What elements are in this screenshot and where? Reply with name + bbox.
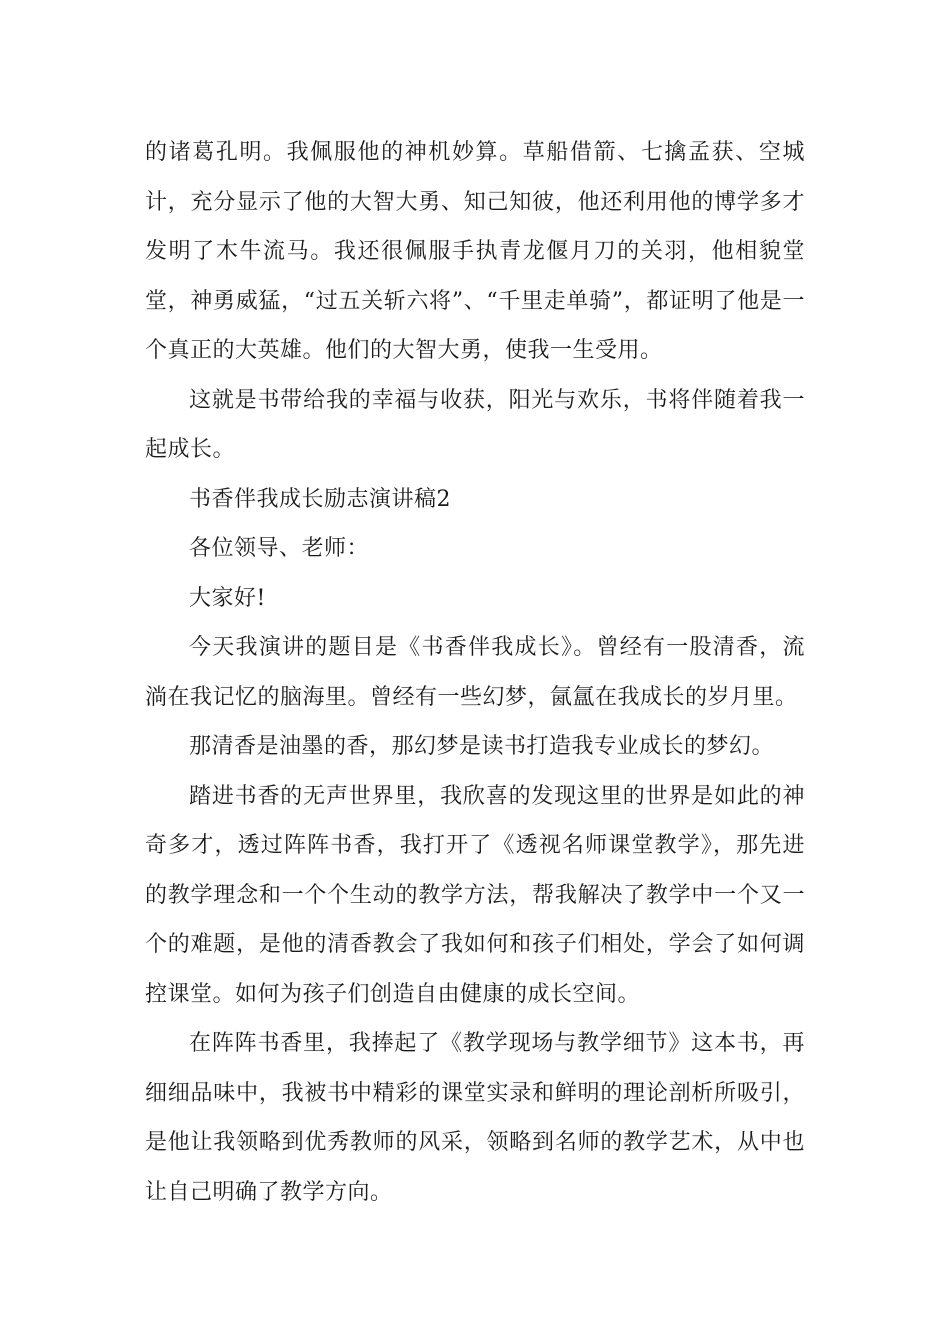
paragraph-fragrance: 那清香是油墨的香，那幻梦是读书打造我专业成长的梦幻。 [189, 734, 775, 759]
paragraph-conclusion: 这就是书带给我的幸福与收获，阳光与欢乐，书将伴随着我一起成长。 [145, 387, 805, 462]
paragraph-book-world: 踏进书香的无声世界里，我欣喜的发现这里的世界是如此的神奇多才，透过阵阵书香，我打开了《透视名师课堂教学》，那先进的教学理念和一个个生动的教学方法，帮我解决了教学中一个又一个的难题，是他的清香教会了我如何和孩子们相处，学会了如何调控课堂。如何为孩子们创造自由健康的成长空间。 [145, 783, 805, 1007]
paragraph-intro: 今天我演讲的题目是《书香伴我成长》。曾经有一股清香，流淌在我记忆的脑海里。曾经有一些幻梦，氤氲在我成长的岁月里。 [145, 635, 805, 710]
salutation: 各位领导、老师： [189, 536, 370, 561]
document-body [145, 128, 805, 1217]
speech-title: 书香伴我成长励志演讲稿2 [189, 486, 451, 512]
paragraph-teaching-details: 在阵阵书香里，我捧起了《教学现场与教学细节》这本书，再细细品味中，我被书中精彩的课堂实录和鲜明的理论剖析所吸引，是他让我领略到优秀教师的风采，领略到名师的教学艺术，从中也让自己明确了教学方向。 [145, 1031, 805, 1205]
greeting: 大家好! [189, 585, 266, 611]
paragraph-continuation: 的诸葛孔明。我佩服他的神机妙算。草船借箭、七擒孟获、空城计，充分显示了他的大智大勇、知己知彼，他还利用他的博学多才发明了木牛流马。我还很佩服手执青龙偃月刀的关羽，他相貌堂堂，神勇威猛，“过五关斩六将”、“千里走单骑”，都证明了他是一个真正的大英雄。他们的大智大勇，使我一生受用。 [145, 140, 805, 363]
